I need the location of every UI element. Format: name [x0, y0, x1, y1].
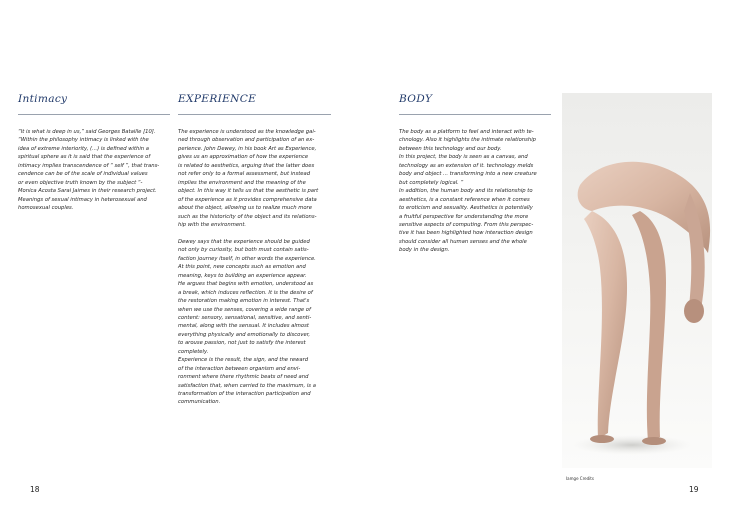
figure-foot-right — [642, 437, 666, 445]
figure-head — [684, 299, 704, 323]
heading-rule — [18, 114, 170, 115]
page-number-left: 18 — [30, 485, 40, 494]
floor-shadow — [572, 435, 692, 455]
experience-text — [178, 128, 336, 407]
paragraph: Dewey says that the experience should be guided not only by curiosity, but both must contain satis- faction journey itself, in other words the experience. At this point, new concepts such as emotion and meaning, keys to building an experience appear. He argues that begins with emotion, understood as a break, which induces reflection. It is the desire of the restoration making emotion in interest. That's when we use the senses, covering a wide range of content: sensory, sensational, sensitive, and senti- mental, along with the sensual. It includes almost everything physically and emotionally to discover, to arouse passion, not just to satisfy the interest completely. Experience is the result, the sign, and the reward of the interaction between organism and envi- ronment where there rhythmic beats of need and satisfaction that, when carried to the maximum, is a transformation of the interaction participation and communication. — [178, 238, 316, 406]
page-number-right: 19 — [689, 485, 699, 494]
figure-foot-left — [590, 435, 614, 443]
intimacy-text — [18, 128, 174, 213]
figure-leg-left — [584, 211, 627, 439]
paragraph: The experience is understood as the knowledge gai- ned through observation and participation of an ex- perience. John Dewey, in his book Art as Experience, gives us an approximation of how the experience is related to aesthetics, arguing that the latter does not refer only to a formal assessment, but instead implies the environment and the meaning of the object. In this way it tells us that the aesthetic is part of the experience as it provides comprehensive data about the object, allowing us to realize much more such as the historicity of the object and its relations- hip with the environment. — [178, 129, 319, 228]
heading-intimacy: Intimacy — [18, 93, 68, 105]
paragraph: “It is what is deep in us,” said Georges Bataille [10]. “Within the philosophy intimacy is linked with the idea of extreme interiority, (...) is defined within a spiritual sphere as it is said that the experience of intimacy implies transcendence of “ self ”, that trans- cendence can be of the scale of individual values or even objective truth known by the subject “- Monica Acosta Sarai Jaimes in their research project. Meanings of sexual intimacy in heterosexual and homosexual couples. — [18, 129, 160, 212]
figure-leg-right — [632, 211, 666, 441]
heading-rule — [399, 114, 551, 115]
heading-experience: EXPERIENCE — [178, 93, 257, 105]
heading-body: BODY — [399, 93, 433, 105]
photo-human-figure — [562, 93, 712, 468]
body-text — [399, 128, 557, 255]
image-caption: Iamge Credits — [566, 476, 594, 481]
figure-illustration — [562, 93, 712, 468]
heading-rule — [178, 114, 331, 115]
paragraph: The body as a platform to feel and interact with te- chnology. Also it highlights the intimate relationship between this technology and our body. In this project, the body is seen as a canvas, and technology as an extension of it. technology melds body and object ... transforming into a new creature but completely logical. ” In addition, the human body and its relationship to aesthetics, is a constant reference when it comes to eroticism and sexuality. Aesthetics is potentially a fruitful perspective for understanding the more sensitive aspects of computing. From this perspec- tive it has been highlighted how interaction design should consider all human senses and the whole body in the design. — [399, 129, 537, 254]
